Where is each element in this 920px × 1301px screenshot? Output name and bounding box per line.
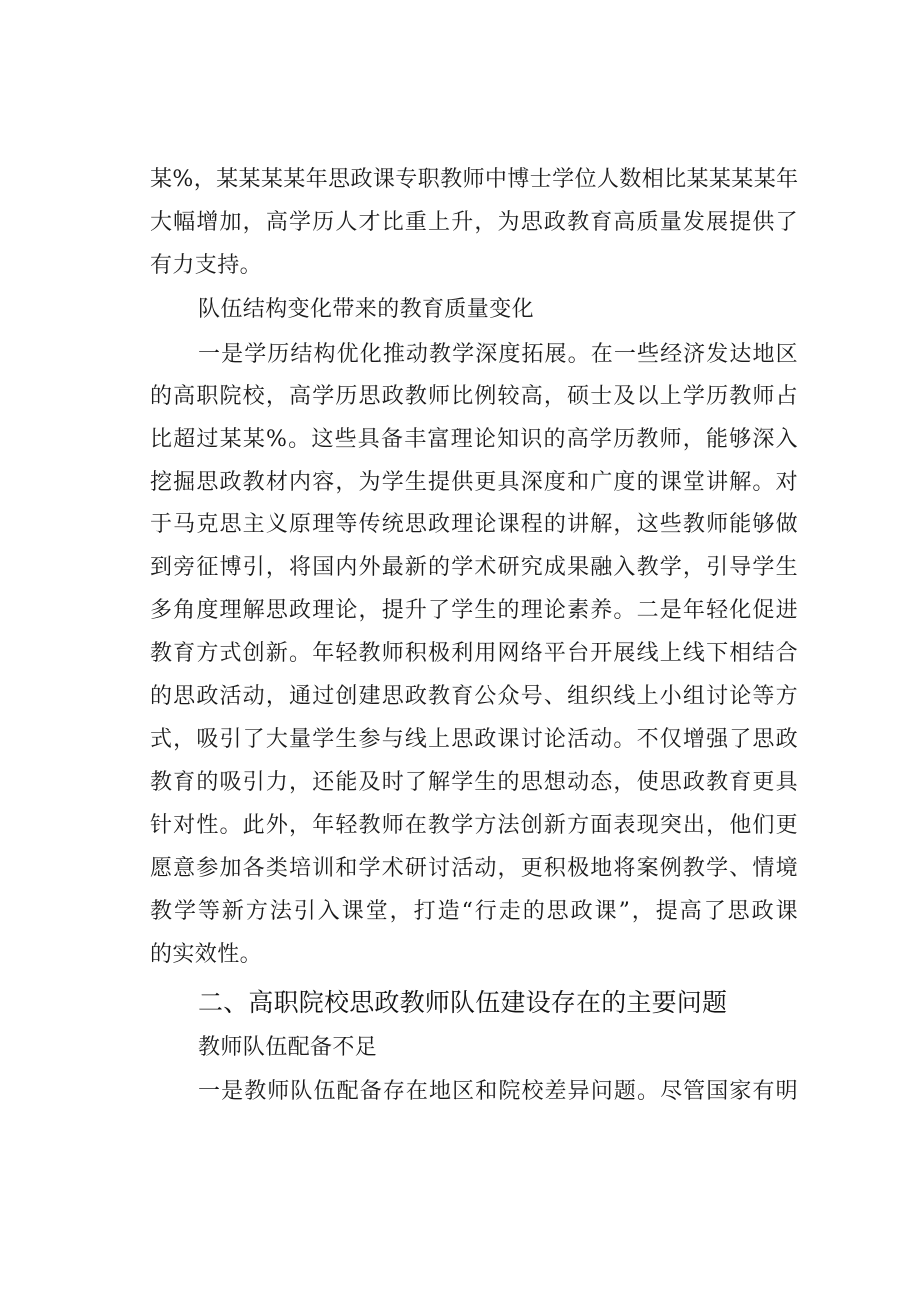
subsection-title: 队伍结构变化带来的教育质量变化 bbox=[198, 297, 535, 322]
body-line: 教育的吸引力，还能及时了解学生的思想动态，使思政教育更具 bbox=[150, 770, 798, 795]
paragraph-first-line: 一是教师队伍配备存在地区和院校差异问题。尽管国家有明 bbox=[198, 1079, 798, 1104]
body-line: 到旁征博引，将国内外最新的学术研究成果融入教学，引导学生 bbox=[150, 555, 798, 580]
body-line: 的思政活动，通过创建思政教育公众号、组织线上小组讨论等方 bbox=[150, 684, 798, 709]
body-line: 比超过某某%。这些具备丰富理论知识的高学历教师，能够深入 bbox=[150, 427, 798, 452]
body-line: 针对性。此外，年轻教师在教学方法创新方面表现突出，他们更 bbox=[150, 813, 798, 838]
body-line: 式，吸引了大量学生参与线上思政课讨论活动。不仅增强了思政 bbox=[150, 727, 798, 752]
body-line: 愿意参加各类培训和学术研讨活动，更积极地将案例教学、情境 bbox=[150, 856, 798, 881]
body-line: 有力支持。 bbox=[150, 253, 263, 278]
body-line: 挖掘思政教材内容，为学生提供更具深度和广度的课堂讲解。对 bbox=[150, 470, 798, 495]
paragraph-first-line: 一是学历结构优化推动教学深度拓展。在一些经济发达地区 bbox=[198, 342, 798, 367]
body-line: 多角度理解思政理论，提升了学生的理论素养。二是年轻化促进 bbox=[150, 598, 798, 623]
body-line: 大幅增加，高学历人才比重上升，为思政教育高质量发展提供了 bbox=[150, 210, 798, 235]
body-line: 教育方式创新。年轻教师积极利用网络平台开展线上线下相结合 bbox=[150, 641, 798, 666]
body-line: 的实效性。 bbox=[150, 942, 263, 967]
body-line: 某%，某某某某年思政课专职教师中博士学位人数相比某某某某年 bbox=[150, 167, 799, 192]
subsection-title: 教师队伍配备不足 bbox=[198, 1035, 378, 1060]
section-heading: 二、高职院校思政教师队伍建设存在的主要问题 bbox=[198, 988, 728, 1017]
body-line: 的高职院校，高学历思政教师比例较高，硕士及以上学历教师占 bbox=[150, 384, 798, 409]
body-line: 于马克思主义原理等传统思政理论课程的讲解，这些教师能够做 bbox=[150, 512, 798, 537]
body-line: 教学等新方法引入课堂，打造“行走的思政课”，提高了思政课 bbox=[150, 899, 798, 924]
